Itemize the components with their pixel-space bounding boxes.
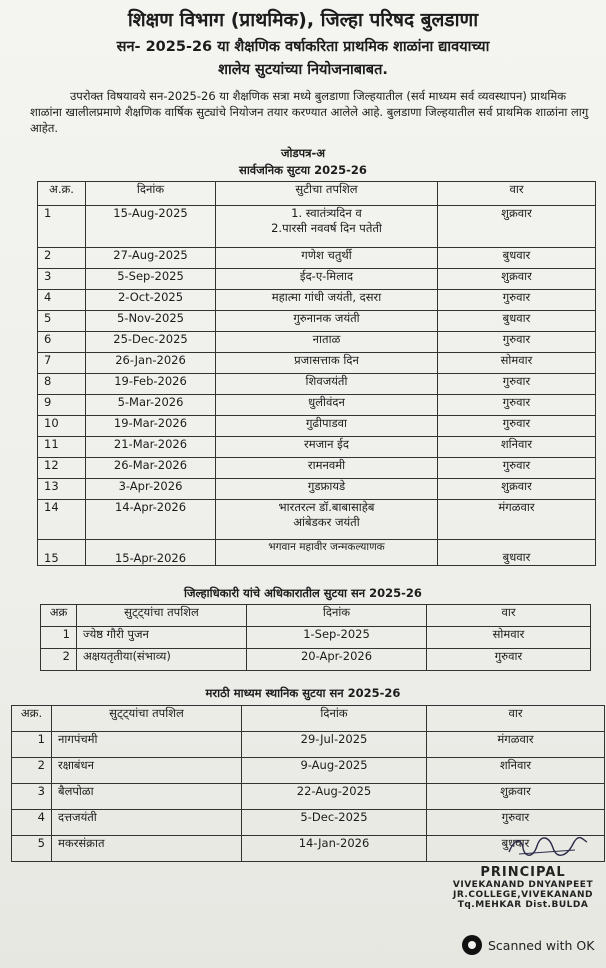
col-header-day: वार <box>438 182 596 206</box>
cell-date: 5-Mar-2026 <box>86 395 216 416</box>
cell-no: 1 <box>38 206 86 248</box>
stamp-line-4: Tq.MEHKAR Dist.BULDA <box>457 900 589 910</box>
table-row <box>38 269 596 290</box>
scanner-logo-icon <box>462 935 482 955</box>
table-row <box>38 248 596 269</box>
cell-date: 22-Aug-2025 <box>242 784 427 810</box>
cell-day: सोमवार <box>438 353 596 374</box>
cell-desc: रमजान ईद <box>216 437 438 458</box>
cell-no: 4 <box>38 290 86 311</box>
table-header-row <box>38 182 596 206</box>
cell-desc: गुढीपाडवा <box>216 416 438 437</box>
cell-desc-line1: भारतरत्न डॉ.बाबासाहेब <box>278 500 375 514</box>
title-line-2: सन- 2025-26 या शैक्षणिक वर्षाकरिता प्राथमिक शाळांना द्यावयाच्या <box>116 39 490 55</box>
cell-desc: महात्मा गांधी जयंती, दसरा <box>216 290 438 311</box>
cell-date: 5-Dec-2025 <box>242 810 427 836</box>
cell-date: 2-Oct-2025 <box>86 290 216 311</box>
cell-day: शुक्रवार <box>427 784 605 810</box>
cell-day: गुरुवार <box>438 458 596 479</box>
public-holidays-table <box>37 181 596 566</box>
table-header-row <box>12 706 605 732</box>
cell-desc: अक्षयतृतीया(संभाव्य) <box>77 649 247 671</box>
cell-no: 5 <box>38 311 86 332</box>
table-row <box>38 395 596 416</box>
col-header-desc: सुट्ट्यांचा तपशिल <box>77 605 247 627</box>
cell-date: 15-Aug-2025 <box>86 206 216 248</box>
cell-date: 19-Mar-2026 <box>86 416 216 437</box>
cell-desc: रक्षाबंधन <box>52 758 242 784</box>
col-header-desc: सुट्ट्यांचा तपशिल <box>52 706 242 732</box>
public-holidays-title: सार्वजनिक सुटया 2025-26 <box>239 163 367 177</box>
table-row <box>38 540 596 566</box>
cell-date: 19-Feb-2026 <box>86 374 216 395</box>
col-header-no: अक्र <box>41 605 77 627</box>
scanner-watermark <box>462 935 594 955</box>
cell-desc: मकरसंक्रात <box>52 836 242 862</box>
cell-no: 7 <box>38 353 86 374</box>
cell-day: शुक्रवार <box>438 206 596 248</box>
cell-desc-line2: 2.पारसी नववर्ष दिन पतेती <box>271 221 382 235</box>
cell-no: 4 <box>12 810 52 836</box>
cell-date: 26-Mar-2026 <box>86 458 216 479</box>
cell-desc: गणेश चतुर्थी <box>216 248 438 269</box>
cell-desc: ईद-ए-मिलाद <box>216 269 438 290</box>
cell-desc: गुडफ्रायडे <box>216 479 438 500</box>
title-line-3: शालेय सुटयांच्या नियोजनाबाबत. <box>218 62 388 78</box>
cell-desc <box>216 500 438 540</box>
cell-no: 3 <box>12 784 52 810</box>
table-row <box>41 627 591 649</box>
cell-desc: प्रजासत्ताक दिन <box>216 353 438 374</box>
cell-desc: गुरुनानक जयंती <box>216 311 438 332</box>
cell-no: 13 <box>38 479 86 500</box>
cell-date: 14-Jan-2026 <box>242 836 427 862</box>
cell-no: 1 <box>41 627 77 649</box>
principal-stamp <box>440 835 606 910</box>
cell-day: गुरुवार <box>438 416 596 437</box>
cell-date: 15-Apr-2026 <box>86 540 216 566</box>
intro-text: उपरोक्त विषयावये सन-2025-26 या शैक्षणिक सत्रा मध्ये बुलडाणा जिल्हयातील (सर्व माध्यम सर्व व्यवस्थापन) प्राथमिक शाळांना खालीलप्रमाणे शैक्षणिक वार्षिक सुट्यांचे नियोजन तयार करण्यात आलेले आहे. बुलडाणा जिल्हयातील सर्व प्राथमिक शाळांना लागु आहेत. <box>30 89 589 135</box>
table-row <box>38 311 596 332</box>
cell-desc-line1: 1. स्वातंत्र्यदिन व <box>291 206 362 220</box>
cell-date: 20-Apr-2026 <box>247 649 427 671</box>
cell-desc: नागपंचमी <box>52 732 242 758</box>
cell-day: बुधवार <box>438 540 596 566</box>
cell-day: बुधवार <box>438 311 596 332</box>
table-row <box>38 479 596 500</box>
stamp-line-2: VIVEKANAND DNYANPEET <box>452 880 594 890</box>
col-header-day: वार <box>427 605 591 627</box>
collector-holidays-title: जिल्हाधिकारी यांचे अधिकारातील सुटया सन 2025-26 <box>184 586 422 600</box>
cell-desc: शिवजयंती <box>216 374 438 395</box>
cell-no: 2 <box>12 758 52 784</box>
cell-day: गुरुवार <box>438 332 596 353</box>
table-row <box>38 332 596 353</box>
cell-day: सोमवार <box>427 627 591 649</box>
cell-day: गुरुवार <box>438 290 596 311</box>
cell-desc <box>216 206 438 248</box>
cell-day: बुधवार <box>427 836 605 862</box>
cell-date: 26-Jan-2026 <box>86 353 216 374</box>
table-row <box>38 290 596 311</box>
cell-date: 9-Aug-2025 <box>242 758 427 784</box>
collector-holidays-table <box>40 604 591 671</box>
cell-day: गुरुवार <box>438 374 596 395</box>
stamp-principal: PRINCIPAL <box>480 865 566 880</box>
cell-day: शनिवार <box>438 437 596 458</box>
cell-desc: भगवान महावीर जन्मकल्याणक <box>216 540 438 566</box>
table-row <box>38 500 596 540</box>
cell-desc: ज्येष्ठ गौरी पुजन <box>77 627 247 649</box>
cell-desc: बैलपोळा <box>52 784 242 810</box>
col-header-day: वार <box>427 706 605 732</box>
table-header-row <box>41 605 591 627</box>
col-header-date: दिनांक <box>86 182 216 206</box>
cell-no: 9 <box>38 395 86 416</box>
cell-day: शुक्रवार <box>438 479 596 500</box>
cell-date: 5-Nov-2025 <box>86 311 216 332</box>
table-row <box>12 758 605 784</box>
table-row <box>12 732 605 758</box>
table-row <box>38 437 596 458</box>
title-line-1: शिक्षण विभाग (प्राथमिक), जिल्हा परिषद बुलडाणा <box>127 9 479 31</box>
cell-no: 3 <box>38 269 86 290</box>
intro-paragraph <box>30 88 590 136</box>
cell-day: गुरुवार <box>427 649 591 671</box>
cell-date: 25-Dec-2025 <box>86 332 216 353</box>
cell-no: 11 <box>38 437 86 458</box>
cell-day: बुधवार <box>438 248 596 269</box>
col-header-desc: सुटीचा तपशिल <box>216 182 438 206</box>
table-row <box>38 458 596 479</box>
cell-date: 1-Sep-2025 <box>247 627 427 649</box>
cell-day: गुरुवार <box>427 810 605 836</box>
cell-no: 2 <box>41 649 77 671</box>
table-row <box>41 649 591 671</box>
cell-no: 2 <box>38 248 86 269</box>
table-row <box>38 353 596 374</box>
cell-day: गुरुवार <box>438 395 596 416</box>
cell-no: 15 <box>38 540 86 566</box>
cell-day: मंगळवार <box>438 500 596 540</box>
cell-date: 5-Sep-2025 <box>86 269 216 290</box>
table-row <box>38 416 596 437</box>
cell-day: शनिवार <box>427 758 605 784</box>
table-row <box>38 206 596 248</box>
col-header-no: अ.क्र. <box>38 182 86 206</box>
cell-day: शुक्रवार <box>438 269 596 290</box>
cell-date: 3-Apr-2026 <box>86 479 216 500</box>
cell-no: 8 <box>38 374 86 395</box>
scanner-text: Scanned with OK <box>488 937 595 953</box>
cell-date: 29-Jul-2025 <box>242 732 427 758</box>
col-header-no: अक्र. <box>12 706 52 732</box>
cell-desc: नाताळ <box>216 332 438 353</box>
cell-no: 1 <box>12 732 52 758</box>
col-header-date: दिनांक <box>247 605 427 627</box>
cell-desc: दत्तजयंती <box>52 810 242 836</box>
cell-desc: धुलीवंदन <box>216 395 438 416</box>
local-holidays-title: मराठी माध्यम स्थानिक सुटया सन 2025-26 <box>205 686 401 700</box>
cell-desc-line2: आंबेडकर जयंती <box>293 515 360 529</box>
cell-desc: रामनवमी <box>216 458 438 479</box>
stamp-line-3: JR.COLLEGE,VIVEKANAND <box>452 890 594 900</box>
cell-no: 6 <box>38 332 86 353</box>
table-row <box>38 374 596 395</box>
cell-no: 14 <box>38 500 86 540</box>
cell-no: 10 <box>38 416 86 437</box>
cell-date: 21-Mar-2026 <box>86 437 216 458</box>
col-header-date: दिनांक <box>242 706 427 732</box>
cell-no: 12 <box>38 458 86 479</box>
cell-no: 5 <box>12 836 52 862</box>
cell-date: 14-Apr-2026 <box>86 500 216 540</box>
table-row <box>12 784 605 810</box>
annex-label: जोडपत्र-अ <box>280 146 326 160</box>
cell-date: 27-Aug-2025 <box>86 248 216 269</box>
cell-day: मंगळवार <box>427 732 605 758</box>
